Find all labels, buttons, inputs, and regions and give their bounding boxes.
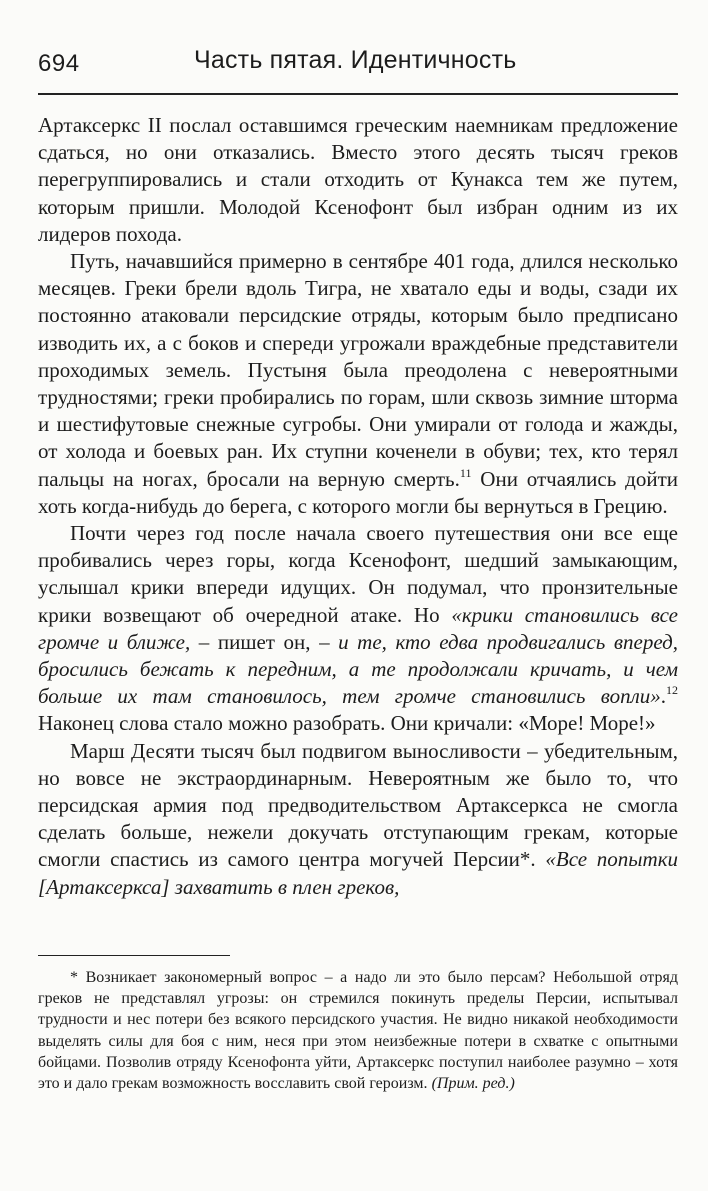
paragraph-3-tail: Наконец слова стало можно разобрать. Они кричали: «Море! Море!» xyxy=(38,711,656,736)
editor-note: (Прим. ред.) xyxy=(431,1075,515,1093)
footnote-paragraph xyxy=(38,967,678,1094)
main-text xyxy=(38,112,678,901)
footnote-divider xyxy=(38,955,230,956)
paragraph-1-text: Артаксеркс II послал оставшимся греческим наемникам предложение сдаться, но они отказались. Вместо этого десять тысяч греков перегруппировались и стали отходить от Кунакса тем же путем, которым пришли. Молодой Ксенофонт был избран одним из их лидеров похода. xyxy=(38,113,678,246)
quote-italic-2: и те, кто едва продвигались вперед, бросились бежать к передним, а те продолжали кричать, и чем больше их там становилось, тем громче становились вопли» xyxy=(38,629,678,709)
paragraph-3-text: Почти через год после начала своего путешествия они все еще пробивались через горы, когда Ксенофонт, шедший замыкающим, услышал крики впереди идущих. Он подумал, что пронзительные крики возвещают об очередной атаке. Но xyxy=(38,521,678,627)
quote-italic-1: «крики становились все громче и ближе, xyxy=(38,602,678,654)
footnote-text: Возникает закономерный вопрос – а надо ли это было персам? Небольшой отряд греков не представлял угрозы: он стремился покинуть пределы Персии, испытывал трудности и нес потери без всякого персидского участия. Не видно никакой необходимости выделять силы для боя с ним, неся при этом неизбежные потери в схватке с опытными бойцами. Позволив отряду Ксенофонта уйти, Артаксеркс поступил наиболее разумно – хотя это и дало грекам возможность восславить свой героизм. xyxy=(38,969,678,1093)
page-number: 694 xyxy=(38,50,80,77)
paragraph-1 xyxy=(38,112,678,248)
chapter-title: Часть пятая. Идентичность xyxy=(194,46,517,74)
paragraph-3-middle: – пишет он, – xyxy=(190,629,339,654)
footnote-marker-star: * xyxy=(519,847,531,872)
footnote-ref-12: 12 xyxy=(666,683,678,698)
footnote-ref-11: 11 xyxy=(459,465,472,480)
paragraph-3 xyxy=(38,520,678,738)
quote-italic-3: «Все попытки [Артаксеркса] захватить в плен греков, xyxy=(38,847,679,899)
paragraph-2-tail: Они отчаялись дойти хоть когда-нибудь до берега, с которого могли бы вернуться в Грецию. xyxy=(38,466,678,518)
footnote-star: * xyxy=(70,969,78,986)
paragraph-2 xyxy=(38,248,678,520)
paragraph-4 xyxy=(38,738,678,901)
paragraph-4-dot: . xyxy=(530,847,546,872)
paragraph-2-text: Путь, начавшийся примерно в сентябре 401 года, длился несколько месяцев. Греки брели вдоль Тигра, не хватало еды и воды, сзади их постоянно атаковали персидские отряды, которым было предписано изводить их, а с боков и спереди угрожали враждебные представители проходимых земель. Пустыня была преодолена с невероятными трудностями; греки пробирались по горам, шли сквозь зимние шторма и шестифутовые снежные сугробы. Они умирали от голода и жажды, от холода и боевых ран. Их ступни коченели в обуви; тех, кто терял пальцы на ногах, бросали на верную смерть. xyxy=(38,249,678,491)
running-head xyxy=(38,44,678,86)
header-divider xyxy=(38,93,678,95)
paragraph-3-dot: . xyxy=(660,684,666,709)
footnote xyxy=(38,967,678,1094)
paragraph-4-text: Марш Десяти тысяч был подвигом выносливости – убедительным, но вовсе не экстраординарным. Невероятным же было то, что персидская армия под предводительством Артаксеркса не смогла сделать больше, нежели докучать отступающим грекам, которые смогли спастись из самого центра могучей Персии xyxy=(38,738,678,872)
